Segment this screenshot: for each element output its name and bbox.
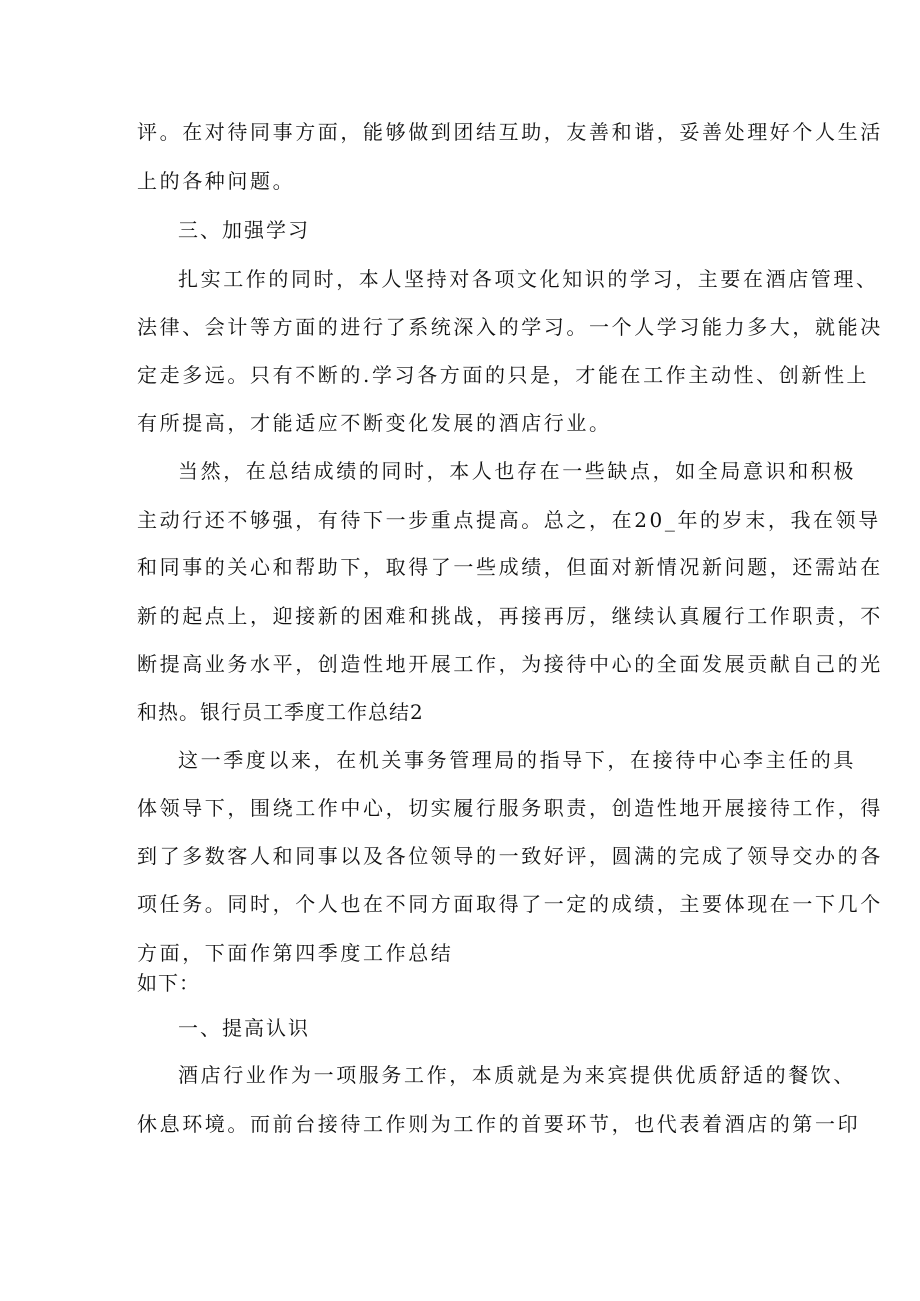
paragraph-line: 休息环境。而前台接待工作则为工作的首要环节，也代表着酒店的第一印 — [137, 1112, 861, 1136]
paragraph-line: 法律、会计等方面的进行了系统深入的学习。一个人学习能力多大，就能决 — [137, 315, 883, 339]
paragraph-line: 和热。银行员工季度工作总结2 — [137, 700, 424, 724]
paragraph-line: 扎实工作的同时，本人坚持对各项文化知识的学习，主要在酒店管理、 — [178, 267, 879, 291]
paragraph-line: 评。在对待同事方面，能够做到团结互助，友善和谐，妥善处理好个人生活 — [137, 120, 883, 144]
paragraph-line: 方面，下面作第四季度工作总结 — [137, 941, 454, 965]
paragraph-line: 和同事的关心和帮助下，取得了一些成绩，但面对新情况新问题，还需站在 — [137, 555, 883, 579]
paragraph-line: 定走多远。只有不断的.学习各方面的只是，才能在工作主动性、创新性上 — [137, 363, 870, 387]
paragraph-line: 有所提高，才能适应不断变化发展的酒店行业。 — [137, 411, 612, 435]
paragraph-line: 上的各种问题。 — [137, 169, 296, 193]
paragraph-line: 当然，在总结成绩的同时，本人也存在一些缺点，如全局意识和积极 — [178, 459, 856, 483]
paragraph-line: 主动行还不够强，有待下一步重点提高。总之，在20_年的岁末，我在领导 — [137, 508, 881, 532]
section-heading: 一、提高认识 — [178, 1016, 310, 1040]
paragraph-line: 新的起点上，迎接新的困难和挑战，再接再厉，继续认真履行工作职责，不 — [137, 604, 883, 628]
paragraph-line: 如下： — [137, 971, 200, 995]
paragraph-line: 到了多数客人和同事以及各位领导的一致好评，圆满的完成了领导交办的各 — [137, 844, 883, 868]
paragraph-line: 项任务。同时，个人也在不同方面取得了一定的成绩，主要体现在一下几个 — [137, 892, 883, 916]
paragraph-line: 酒店行业作为一项服务工作，本质就是为来宾提供优质舒适的餐饮、 — [178, 1063, 856, 1087]
section-heading: 三、加强学习 — [178, 218, 310, 242]
paragraph-line: 这一季度以来，在机关事务管理局的指导下，在接待中心李主任的具 — [178, 748, 856, 772]
paragraph-line: 断提高业务水平，创造性地开展工作，为接待中心的全面发展贡献自己的光 — [137, 652, 883, 676]
paragraph-line: 体领导下，围绕工作中心，切实履行服务职责，创造性地开展接待工作，得 — [137, 796, 883, 820]
